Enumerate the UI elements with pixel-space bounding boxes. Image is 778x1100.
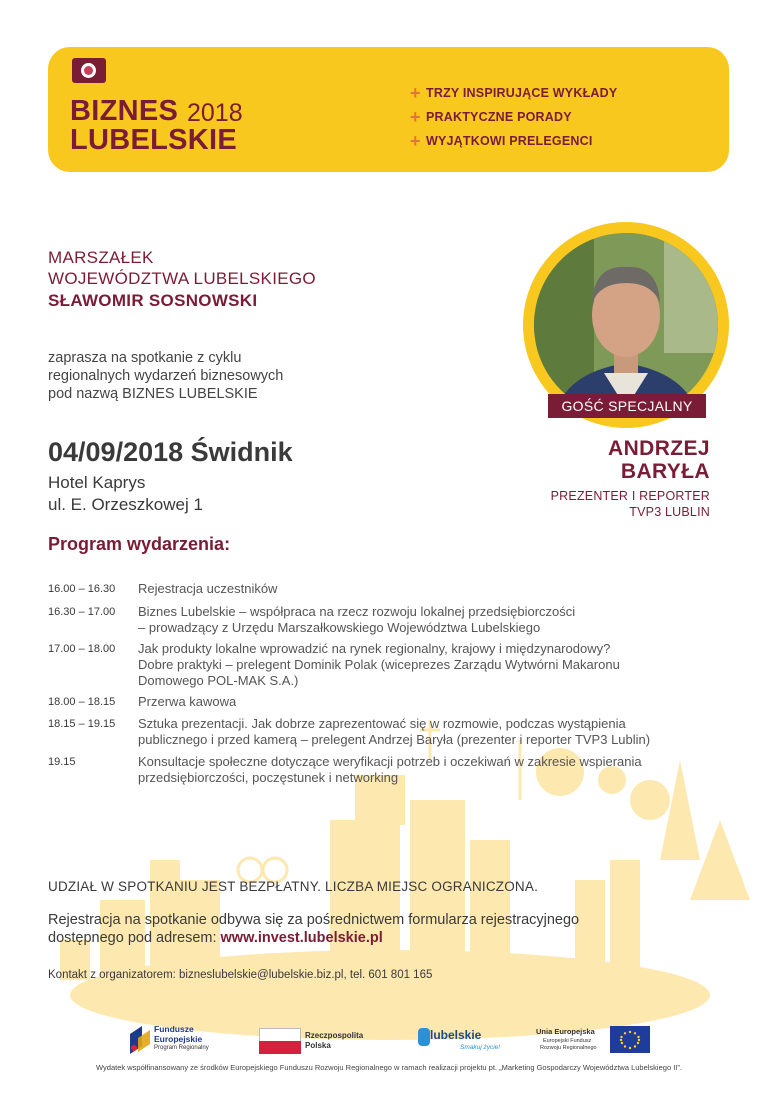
program-time: 18.15 – 19.15 bbox=[48, 718, 116, 730]
guest-last-name: BARYŁA bbox=[620, 460, 710, 483]
brand-name-line1: BIZNES bbox=[70, 95, 179, 127]
plus-icon: + bbox=[410, 131, 421, 151]
program-desc: Przerwa kawowa bbox=[138, 694, 237, 709]
registration-line2: dostępnego pod adresem: www.invest.lubelskie.pl bbox=[48, 930, 383, 946]
cofinancing-footer: Wydatek współfinansowany ze środków Europejskiego Funduszu Rozwoju Regionalnego w ramach realizacji projektu pt. „Marketing Gospodarczy Województwa Lubelskiego II”. bbox=[96, 1063, 682, 1072]
program-heading: Program wydarzenia: bbox=[48, 534, 231, 554]
invite-line: zaprasza na spotkanie z cyklu bbox=[48, 350, 242, 366]
program-desc: Biznes Lubelskie – współpraca na rzecz rozwoju lokalnej przedsiębiorczości – prowadzący z Urzędu Marszałkowskiego Województwa Lubelskiego bbox=[138, 604, 576, 635]
registration-link[interactable]: www.invest.lubelskie.pl bbox=[220, 930, 383, 946]
program-time: 18.00 – 18.15 bbox=[48, 696, 116, 708]
program-desc: Rejestracja uczestników bbox=[138, 581, 278, 596]
guest-role-line2: TVP3 LUBLIN bbox=[629, 505, 710, 519]
program-desc: Jak produkty lokalne wprowadzić na rynek regionalny, krajowy i międzynarodowy? Dobre praktyki – prelegent Dominik Polak (wiceprezes Zarządu Wytwórni Makaronu Domowego POL-MAK S.A.) bbox=[138, 641, 620, 688]
program-time: 19.15 bbox=[48, 756, 76, 768]
eu-flag-icon bbox=[610, 1026, 650, 1053]
contact-info: Kontakt z organizatorem: bizneslubelskie@lubelskie.biz.pl, tel. 601 801 165 bbox=[48, 969, 433, 981]
program-time: 16.00 – 16.30 bbox=[48, 583, 116, 595]
event-address: ul. E. Orzeszkowej 1 bbox=[48, 495, 203, 514]
highlight-item: + TRZY INSPIRUJĄCE WYKŁADY bbox=[410, 83, 618, 103]
host-name: SŁAWOMIR SOSNOWSKI bbox=[48, 291, 258, 310]
highlights-list bbox=[410, 81, 617, 153]
plus-icon: + bbox=[410, 107, 421, 127]
brand-logo-icon bbox=[72, 58, 106, 83]
program-desc: Sztuka prezentacji. Jak dobrze zaprezentować się w rozmowie, podczas wystąpienia publicznego i przed kamerą – prelegent Andrzej Baryła (prezenter i reporter TVP3 Lublin) bbox=[138, 716, 651, 747]
highlight-item: + WYJĄTKOWI PRELEGENCI bbox=[410, 131, 593, 151]
guest-photo bbox=[534, 233, 718, 417]
program-time: 16.30 – 17.00 bbox=[48, 606, 116, 618]
brand-year: 2018 bbox=[187, 99, 243, 127]
guest-role-line1: PREZENTER I REPORTER bbox=[550, 489, 710, 503]
plus-icon: + bbox=[410, 83, 421, 103]
registration-line1: Rejestracja na spotkanie odbywa się za pośrednictwem formularza rejestracyjnego bbox=[48, 912, 580, 928]
special-guest-badge: GOŚĆ SPECJALNY bbox=[548, 394, 706, 418]
event-date-city: 04/09/2018 Świdnik bbox=[48, 437, 293, 467]
invite-line: pod nazwą BIZNES LUBELSKIE bbox=[48, 386, 258, 402]
free-entry-notice: UDZIAŁ W SPOTKANIU JEST BEZPŁATNY. LICZBA MIEJSC OGRANICZONA. bbox=[48, 879, 539, 894]
host-title-line2: WOJEWÓDZTWA LUBELSKIEGO bbox=[48, 269, 316, 288]
highlight-item: + PRAKTYCZNE PORADY bbox=[410, 107, 572, 127]
program-time: 17.00 – 18.00 bbox=[48, 643, 116, 655]
guest-first-name: ANDRZEJ bbox=[608, 437, 710, 460]
host-title-line1: MARSZAŁEK bbox=[48, 248, 154, 267]
invite-line: regionalnych wydarzeń biznesowych bbox=[48, 368, 284, 384]
brand-name-line2: LUBELSKIE bbox=[70, 124, 238, 156]
event-venue: Hotel Kaprys bbox=[48, 473, 146, 492]
program-desc: Konsultacje społeczne dotyczące weryfikacji potrzeb i oczekiwań w zakresie wspierania przedsiębiorczości, poczęstunek i networking bbox=[138, 754, 642, 785]
